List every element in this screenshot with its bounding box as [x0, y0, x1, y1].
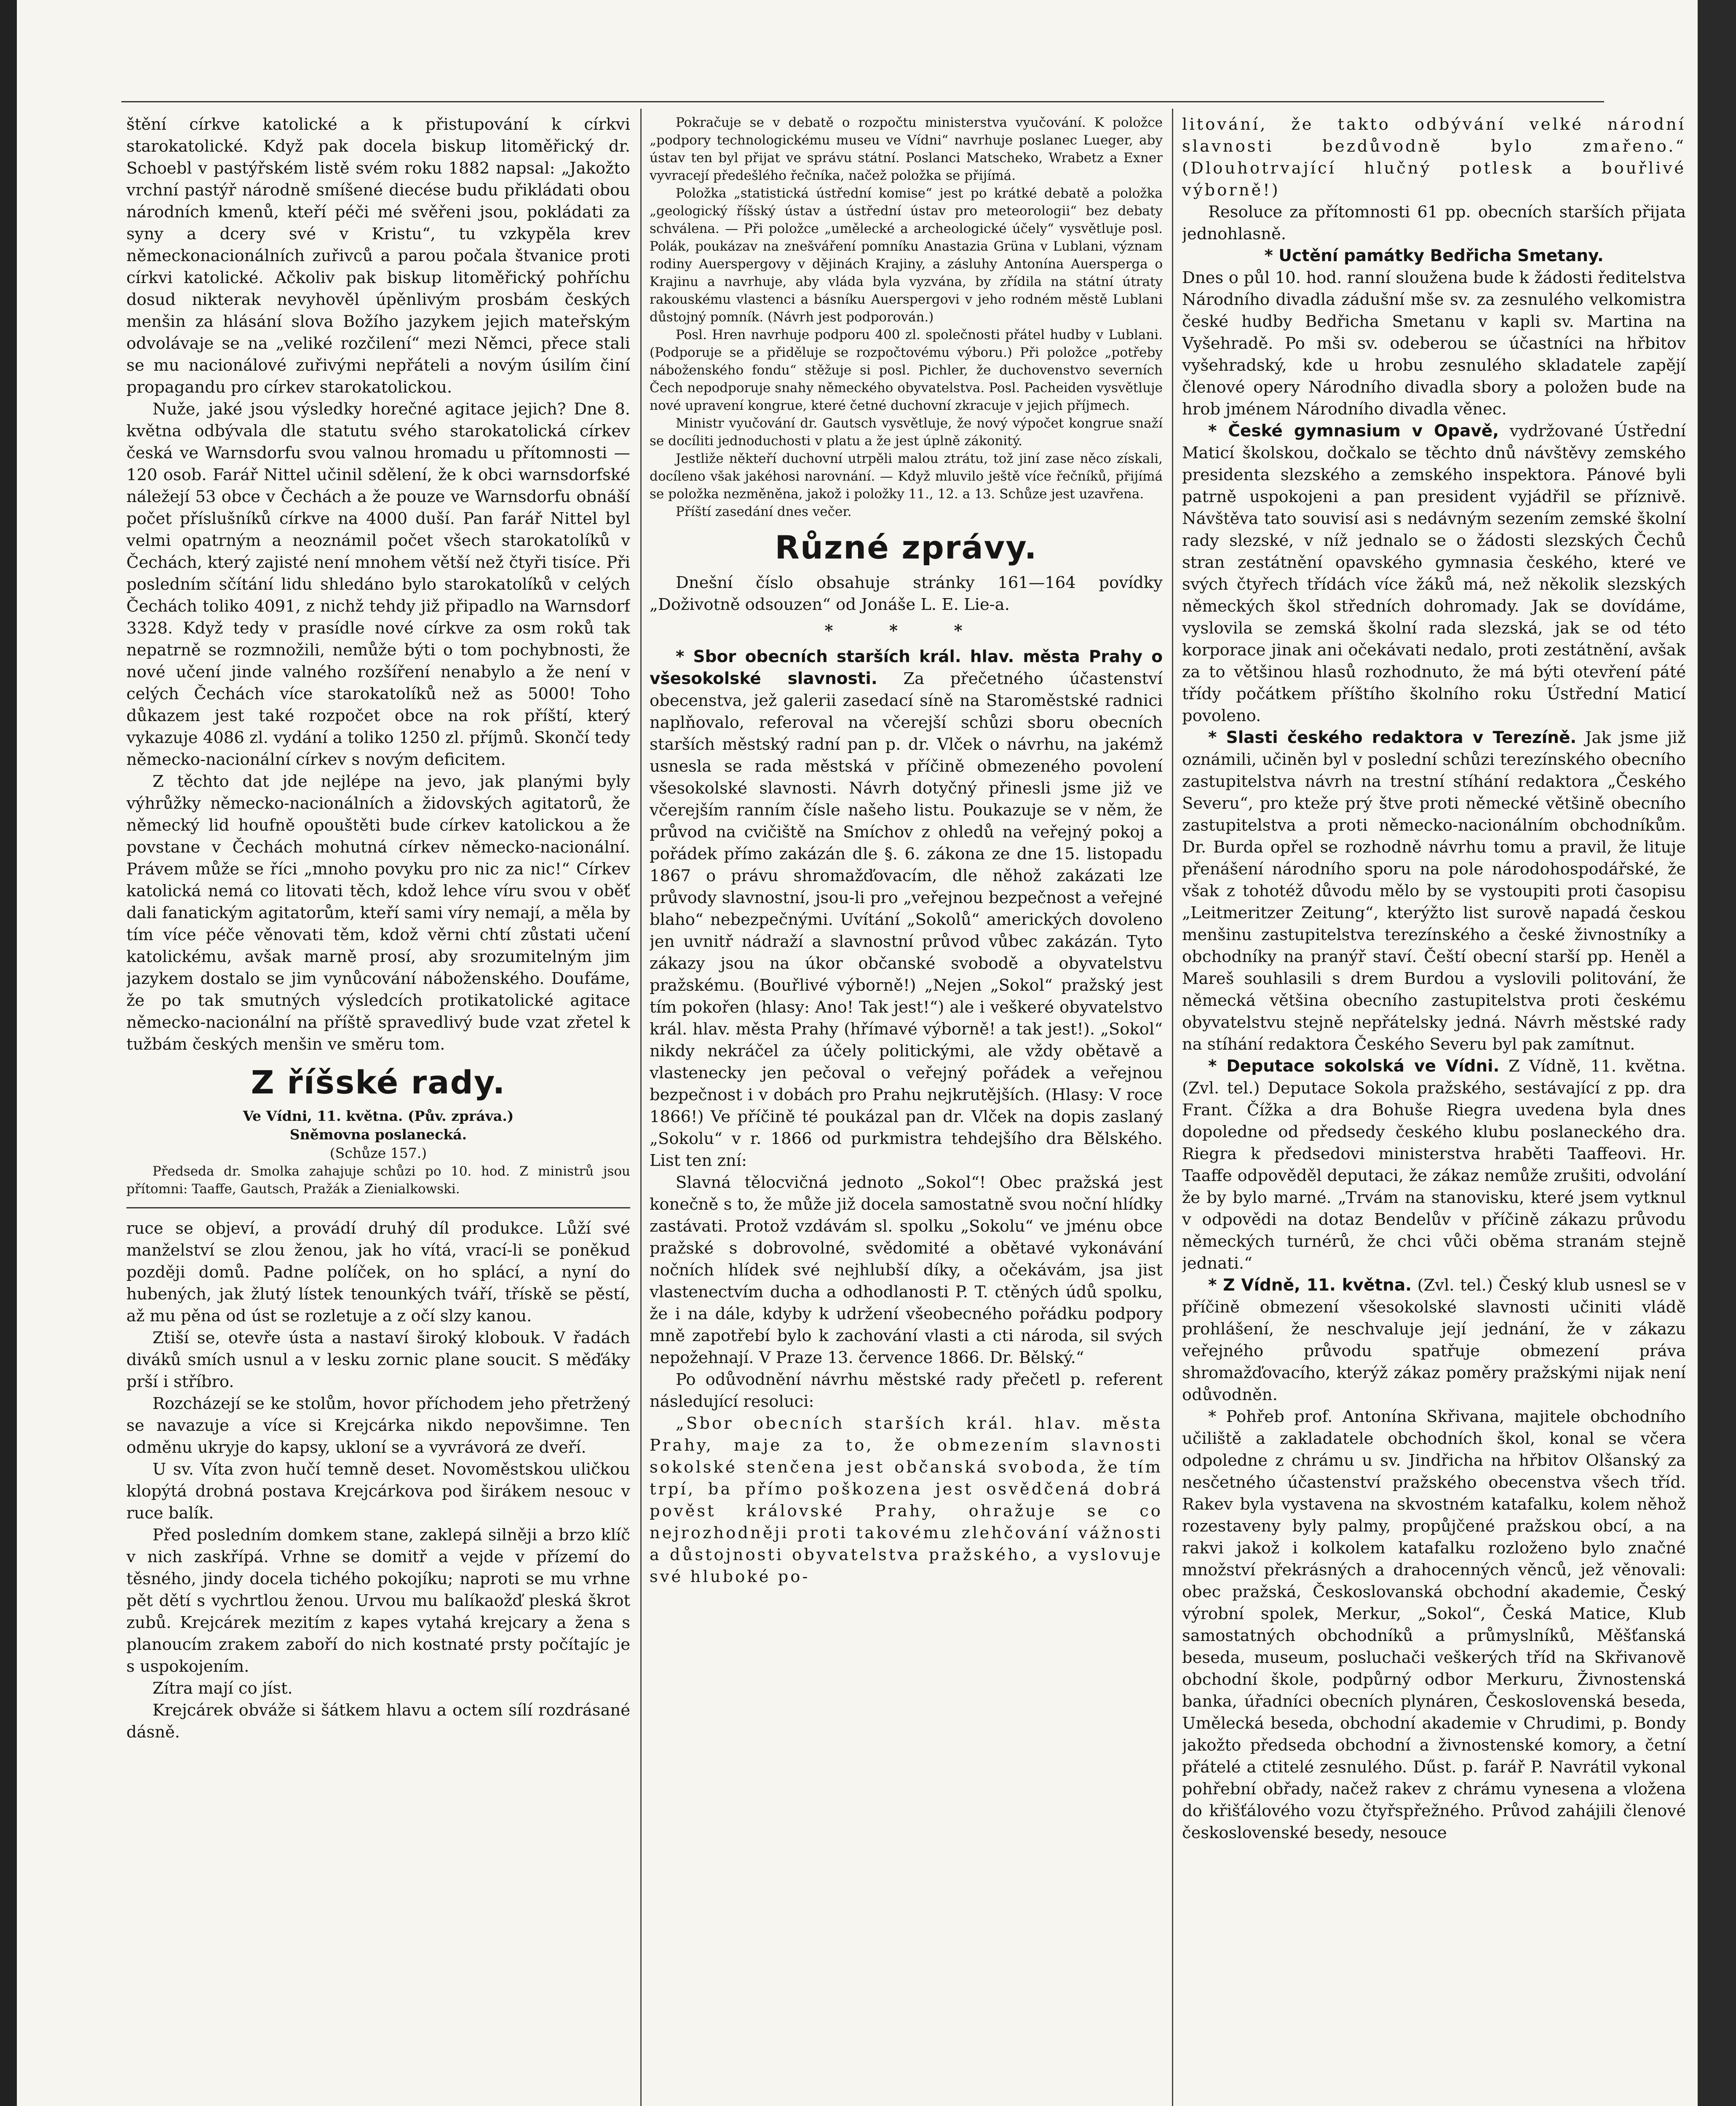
scan-edge-left: [0, 0, 17, 2106]
subheading: (Schůze 157.): [329, 1145, 427, 1161]
section-heading: Z říšské rady.: [251, 1064, 506, 1101]
column-3: [1182, 114, 1686, 2106]
feuilleton-paragraph: Ztiší se, otevře ústa a nastaví široký klobouk. V řadách diváků smích usnul a v lesku zornic plane soucit. S měďáky prší i stříbro.: [126, 1328, 630, 1391]
column-1: [126, 114, 630, 2106]
news-text: (Zvl. tel.) Český klub usnesl se v příčině obmezení všesokolské slavnosti učiniti vládě prohlášení, že neschvaluje její jednání, že v zákazu veřejného průvodu spatřuje obmezení práva shromažďovacího, kterýž zákaz poměry pražskými nijak není odůvodněn.: [1182, 1276, 1686, 1404]
paragraph: litování, že takto odbývání velké národní slavnosti bezdůvodně bylo zmařeno.“ (Dlouhotrvající hlučný potlesk a bouřlivé výborně!): [1182, 115, 1686, 200]
column-rule-2: [1172, 109, 1173, 2106]
news-text: Jak jsme již oznámili, učiněn byl v poslední schůzi terezínského obecního zastupitelstva návrh na trestní stíhání redaktora „Českého Severu“, pro kteže prý štve proti německé většině obecního zastupitelstva a proti německo-nacionálním obchodníkům. Dr. Burda opřel se rozhodně návrhu tomu a pravil, že lituje přenášení národního sporu na pole národohospodářské, že však z tohotéž důvodu mělo by se vystoupiti proti časopisu „Leitmeritzer Zeitung“, kterýžto list surově napadá českou menšinu zastupitelstva terezínského a české živnostníky a obchodníky na pranýř staví. Čeští obecní starší pp. Heněl a Mareš souhlasili s drem Burdou a vyslovili politování, že německá většina obecního zastupitelstva proti českému obyvatelstvu stejně nepřátelsky jedná. Návrh městské rady na stíhání redaktora Českého Severu byl pak zamítnut.: [1182, 728, 1686, 1054]
news-text: Z Vídně, 11. května. (Zvl. tel.) Deputace Sokola pražského, sestávající z pp. dra Frant. Čížka a dra Bohuše Riegra uvedena byla dnes dopoledne od předsedy českého klubu poslaneckého dra. Riegra k předsedovi ministerstva hraběti Taaffeovi. Hr. Taaffe odpověděl deputaci, že zákaz nemůže zrušiti, odvolání že by bylo marné. „Trvám na stanovisku, které jsem vytknul v odpovědi na dotaz Bendelův v příčině zákazu průvodu německých turnérů, že chci vůči oběma stranám stejně jednati.“: [1182, 1057, 1686, 1273]
paragraph: Z těchto dat jde nejlépe na jevo, jak planými byly výhrůžky německo-nacionálních a židovských agitatorů, že německý lid houfně opouštěti bude církev katolickou a že povstane v Čechách mohutná církev německo-nacionální. Právem může se říci „mnoho povyku pro nic za nic!“ Církev katolická nemá co litovati těch, kdož lehce víru svou v oběť dali fanatickým agitatorům, kteří sami víry nemají, a měla by tím více péče věnovati těm, kdož věrni chtí zůstati učení katolickému, avšak marně prosí, aby srozumitelným jim jazykem dostalo se jim vynůcování náboženského. Doufáme, že po tak smutných výsledcích protikatolické agitace německo-nacionální na příště spravedlivý bude vzat zřetel k tužbám českých menšin ve směru tom.: [126, 772, 630, 1054]
dateline: Ve Vídni, 11. května. (Pův. zpráva.): [243, 1108, 514, 1124]
feuilleton-paragraph: Před posledním domkem stane, zaklepá silněji a brzo klíč v nich zaskřípá. Vrhne se domitř a vejde v přízemí do těsného, jindy docela tichého pokojíku; naproti se mu vrhne pět dětí s vychrtlou ženou. Urvou mu balíkaožď pleská škrot zubů. Krejcárek mezitím z kapes vytahá krejcary a žena s planoucím zrakem zaboří do nich kostnaté prsty počítajíc je s uspokojením.: [126, 1526, 630, 1676]
news-heading: * České gymnasium v Opavě,: [1208, 422, 1499, 441]
column-rule-1: [640, 109, 642, 2106]
top-rule: [121, 101, 1604, 102]
paragraph: Předseda dr. Smolka zahajuje schůzi po 10. hod. Z ministrů jsou přítomni: Taaffe, Gautsch, Pražák a Zienialkowski.: [126, 1164, 630, 1197]
paragraph: štění církve katolické a k přistupování k církvi starokatolické. Když pak docela biskup litoměřický dr. Schoebl v pastýřském listě svém roku 1882 napsal: „Jakožto vrchní pastýř národně smíšené diecése budu přikládati obou národních kmenů, kteří péči mé svěřeni jsou, pokládati za syny a dcery své v Kristu“, tu vzkypěla krev německonacionálních zuřivců a parou počala štvanice proti církvi katolické. Ačkoliv pak biskup litoměřický pohříchu dosud nikterak nevyhověl úpěnlivým prosbám českých menšin za hlásání slova Božího jazykem jejich mateřským odvolávaje se na „veliké rozčilení“ mezi Němci, přece stali se mu nacionálové zuřivými nepřáteli a novým úsilím činí propagandu pro církev starokatolickou.: [126, 115, 630, 397]
feuilleton-paragraph: U sv. Víta zvon hučí temně deset. Novoměstskou uličkou klopýtá drobná postava Krejcárkova pod širákem nesouc v ruce balík.: [126, 1460, 630, 1523]
paragraph: * Pohřeb prof. Antonína Skřivana, majitele obchodního učiliště a zakladatele obchodních škol, konal se včera odpoledne z chrámu u sv. Jindřicha na hřbitov Olšanský za nesčetného účastenství pražského obecenstva všech tříd. Rakev byla vystavena na skvostném katafalku, kolem něhož rozestaveny byly palmy, propůjčené pražskou obcí, a na rakvi jakož i kolkolem katafalku rozloženo bylo značné množství překrásných a drahocenných věnců, jež věnovali: obec pražská, Českoslovanská obchodní akademie, Český výrobní spolek, Merkur, „Sokol“, Česká Matice, Klub samostatných obchodníků a průmyslníků, Měšťanská beseda, museum, posluchači veškerých tříd na Skřivanově obchodní škole, podpůrný odbor Merkuru, Živnostenská banka, úřadníci obecních plynáren, Československá beseda, Umělecká beseda, obchodní akademie v Chrudimi, p. Bondy jakožto předseda obchodní a živnostenské komory, a četní přátelé a ctitelé zesnulého. Dűst. p. farář P. Navrátil vykonal pohřební obřady, načež rakev z chrámu vynesena a vložena do křišťálového vozu čtyřspřežného. Průvod zahájili členové československé besedy, nesoucе: [1182, 1407, 1686, 1842]
news-heading: * Slasti českého redaktora v Terezíně.: [1208, 728, 1577, 747]
paragraph: Dnešní číslo obsahuje stránky 161—164 povídky „Doživotně odsouzen“ od Jonáše L. E. Lie-a.: [650, 573, 1163, 614]
news-text: vydržované Ústřední Maticí školskou, dočkalo se těchto dnů návštěvy zemského presidenta slezského a zemského inspektora. Pánové byli patrně uspokojeni a pan president vyjádřil se příznivě. Návštěva tato souvisí asi s nedávným sezením zemské školní rady slezské, v níž jednalo se o žádosti slezských Čechů stran zestátnění opavského gymnasia českého, které ve svých čtyřech třídách více žáků má, než několik slezských německých škol středních dohromady. Jak se dovídáme, vyslovila se zemská školní rada slezská, jak se od této korporace jinak ani očekávati nedalo, proti zestátnění, avšak za to většinou hlasů rozhodnuto, že má býti otevření páté třídy počátkem příštího školního roku Ústřední Maticí povoleno.: [1182, 422, 1686, 725]
resolution-text: „Sbor obecních starších král. hlav. města Prahy, maje za to, že obmezením slavnosti sokolské stenčena jest občanská svoboda, že tím trpí, ba přímo poškozena jest osvědčená dobrá pověst královské Prahy, ohražuje se co nejrozhodněji proti takovému zlehčování vážnosti a důstojnosti obyvatelstva pražského, a vyslovuje své hluboké po-: [650, 1414, 1163, 1586]
paragraph: Příští zasedání dnes večer.: [676, 504, 852, 519]
news-heading: * Uctění památky Bedřicha Smetany.: [1264, 246, 1604, 265]
paragraph: Slavná tělocvičná jednoto „Sokol“! Obec pražská jest konečně s to, že může již docela samostatně svou noční hlídky zastávati. Protož vzdávám sl. spolku „Sokolu“ ve jménu obce pražské s dobrovolné, svědomité a obětavé vykonávání nočních hlídek své nejhlubší díky, a očekávám, jsa jist vlastenectvím ducha a odhodlanosti P. T. ctěných údů spolku, že i na dále, kdyby k udržení všeobecného pořádku podpory mně zapotřebí bylo k zachování vlasti a cti národa, sil svých nepožehnají. V Praze 13. července 1866. Dr. Bělský.“: [650, 1173, 1163, 1367]
news-heading: * Sbor obecních starších král. hlav. města Prahy o všesokolské slavnosti.: [650, 647, 1163, 688]
paragraph: Položka „statistická ústřední komise“ jest po krátké debatě a položka „geologický říšský ústav a ústřední ústav pro meteorologii“ bez debaty schválena. — Při položce „umělecké a archeologické účely“ vysvětluje posl. Polák, poukázav na znešváření pomníku Anastazia Grüna v Lublani, význam rodiny Auerspergovy v dějinách Krajiny, a zásluhy Antonína Auersperga o Krajinu a navrhuje, aby vláda byla vyzvána, by zřídila na státní útraty rakouskému vlastenci a básníku Auerspergovi v jeho rodném městě Lublani důstojný pomník. (Návrh jest podporován.): [650, 186, 1163, 325]
paragraph: Posl. Hren navrhuje podporu 400 zl. společnosti přátel hudby v Lublani. (Podporuje se a přiděluje se rozpočtovému výboru.) Při položce „potřeby náboženského fondu“ stěžuje si posl. Pichler, že duchovenstvo severních Čech nepodporuje snahy německého obyvatelstva. Posl. Pacheiden vysvětluje nové upravení kongrue, které četné duchovní zkracuje v jejich příjmech.: [650, 327, 1163, 413]
feuilleton-divider: [126, 1207, 630, 1208]
news-text: Dnes o půl 10. hod. ranní sloužena bude k žádosti ředitelstva Národního divadla zádušní mše sv. za zesnulého velkomistra české hudby Bedřicha Smetanu v kapli sv. Martina na Vyšehradě. Po mši sv. odeberou se účastníci na hřbitov vyšehradský, kde u hrobu zesnulého skladatele zapějí členové opery Národního divadla sbory a položen bude na hrob jménem Národního divadla věnec.: [1182, 268, 1686, 419]
column-2: [650, 114, 1163, 2106]
paragraph: Ministr vyučování dr. Gautsch vysvětluje, že nový výpočet kongrue snaží se docíliti jednoduchosti v platu a že jest úplně zákonitý.: [650, 416, 1163, 449]
paragraph: Resoluce za přítomnosti 61 pp. obecních starších přijata jednohlasně.: [1182, 203, 1686, 243]
paragraph: Pokračuje se v debatě o rozpočtu ministerstva vyučování. K položce „podpory technologickému museu ve Vídni“ navrhuje poslanec Lueger, aby ústav ten byl přijat ve správu státní. Poslanci Matscheko, Wrabetz a Exner vyvracejí předešlého řečníka, načež položka se přijímá.: [650, 115, 1163, 183]
paragraph: Nuže, jaké jsou výsledky horečné agitace jejich? Dne 8. května odbývala dle statutu svého starokatolická církev česká ve Warnsdorfu svou valnou hromadu u přítomnosti — 120 osob. Farář Nittel učinil sdělení, že k obci warnsdorfské náležejí 53 obce v Čechách a že pouze ve Warnsdorfu obnáší počet příslušníků církve na 4000 duší. Pan farář Nittel byl velmi opatrným a neoznámil počet všech starokatolíků v Čechách, který zajisté není mnohem větší než čtyři tisíce. Při posledním sčítání lidu shledáno bylo starokatolíků v celých Čechách toliko 4091, z nichž tehdy již připadlo na Warnsdorf 3328. Když tedy v prasídle nové církve za osm roků tak nepatrně se rozmnožili, nemůže býti o tom pochybnosti, že nové učení jinde valného rozšíření nenabylo a že není v celých Čechách více starokatolíků než as 5000! Toho důkazem jest také rozpočet obce na rok příští, který vykazuje 4086 zl. vydání a toliko 1250 zl. příjmů. Skončí tedy německo-nacionální církev s novým deficitem.: [126, 400, 630, 769]
news-heading: * Deputace sokolská ve Vídni.: [1208, 1057, 1500, 1076]
feuilleton-paragraph: ruce se objeví, a provádí druhý díl produkce. Lůží své manželství se zlou ženou, jak ho vítá, vrací-li se poněkud později domů. Padne políček, on ho splácí, a nyní do hubených, jak žlutý lístek tenounkých tváří, třískě se pěstí, až mu pěna od úst se rozletuje a z očí slzy kanou.: [126, 1219, 630, 1326]
feuilleton-paragraph: Zítra mají co jíst.: [152, 1679, 293, 1698]
separator-stars: * * *: [824, 621, 988, 640]
feuilleton-paragraph: Rozcházejí se ke stolům, hovor příchodem jeho přetržený se navazuje a více si Krejcárka nikdo nepovšimne. Ten odměnu ukryje do kapsy, ukloní se a vyvrávorá ze dveří.: [126, 1394, 630, 1457]
subheading: Sněmovna poslanecká.: [289, 1126, 467, 1143]
news-heading: * Z Vídně, 11. května.: [1208, 1276, 1412, 1295]
scan-edge-right: [1698, 0, 1736, 2106]
news-text: Za přečetného účastenství obecenstva, jež galerii zasedací síně na Staroměstské radnici naplňovalo, referoval na včerejší schůzi sboru obecních starších městský radní pan p. dr. Vlček o návrhu, na jakémž usnesla se rada městská v příčině obmezeného povolení všesokolské slavnosti. Návrh dotyčný přinesli jsme již ve včerejším ranním čísle našeho listu. Poukazuje se v něm, že průvod na cvičiště na Smíchov z ohledů na veřejný pokoj a pořádek přímo zakázán dle §. 6. zákona ze dne 15. listopadu 1867 o právu shromažďovacím, dle něhož zakázati lze průvody slavnostní, jsou-li pro „veřejnou bezpečnost a veřejné blaho“ nebezpečnými. Uvítání „Sokolů“ amerických dovoleno jen uvnitř nádraží a slavnostní průvod vůbec zakázán. Tyto zákazy jsou na úkor občanské svobodě a obyvatelstvu pražskému. (Bouřlivé výborně!) „Nejen „Sokol“ pražský jest tím pokořen (hlasy: Ano! Tak jest!“) ale i veškeré obyvatelstvo král. hlav. města Prahy (hřímavé výborně! a tak jest!). „Sokol“ nikdy nekráčel za účely politickými, ale vždy obětavě a vlastenecky jen pečoval o veřejný pořádek a veřejnou bezpečnost i v dobách pro Prahu nejkrutějších. (Hlasy: V roce 1866!) Ve příčině té poukázal pan dr. Vlček na dopis zaslaný „Sokolu“ v r. 1866 od purkmistra tehdejšího dra Bělského. List ten zní:: [650, 669, 1163, 1170]
paragraph: Po odůvodnění návrhu městské rady přečetl p. referent následující resoluci:: [650, 1370, 1163, 1411]
section-heading: Různé zprávy.: [775, 529, 1038, 566]
paragraph: Jestliže někteří duchovní utrpěli malou ztrátu, tož jiní zase něco získali, docíleno však jakéhosi narovnání. — Když mluvilo ještě více řečníků, přijímá se položka nezměněna, jakož i položky 11., 12. a 13. Schůze jest uzavřena.: [650, 451, 1163, 502]
feuilleton-paragraph: Krejcárek obváže si šátkem hlavu a octem sílí rozdrásané dásně.: [126, 1701, 630, 1742]
